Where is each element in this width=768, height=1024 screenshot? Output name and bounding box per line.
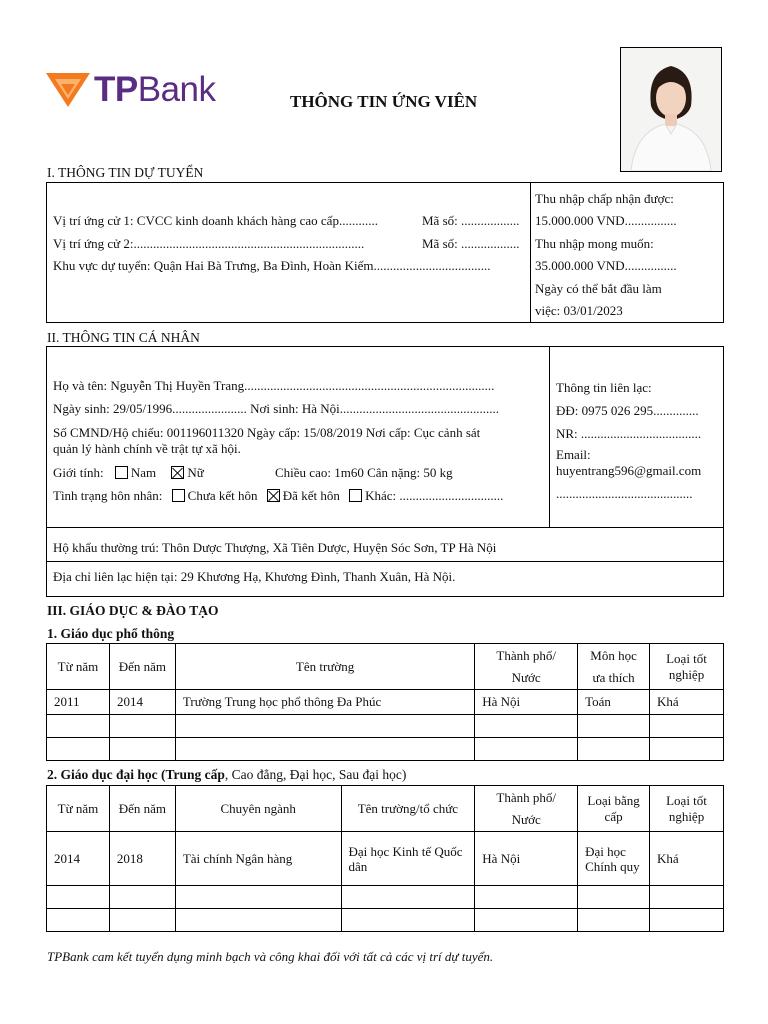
cell: 2014 — [109, 690, 175, 715]
start-date-label: Ngày có thể bắt đầu làm — [535, 281, 662, 296]
table-header-row — [47, 644, 724, 690]
cell — [341, 909, 475, 932]
height-weight: Chiều cao: 1m60 Cân nặng: 50 kg — [275, 465, 453, 480]
position-1: Vị trí ứng cử 1: CVCC kinh doanh khách hàng cao cấp............ — [53, 213, 378, 228]
code-1: Mã số: .................. — [422, 213, 520, 228]
income-want-label: Thu nhập mong muốn: — [535, 236, 654, 251]
cell — [475, 715, 578, 738]
gender-label: Giới tính: — [53, 465, 104, 480]
marital-row — [53, 488, 503, 504]
income-accept: 15.000.000 VND................ — [535, 213, 677, 228]
cell — [475, 886, 578, 909]
col-header: Loại tốt nghiệp — [650, 644, 724, 690]
col-header: Thành phố/ Nước — [475, 786, 578, 832]
cell — [47, 909, 110, 932]
logo-text: TPBank — [94, 70, 216, 109]
single-checkbox[interactable] — [172, 489, 185, 502]
col-header: Đến năm — [109, 786, 175, 832]
cell — [47, 738, 110, 761]
table-row — [47, 715, 724, 738]
cell — [475, 738, 578, 761]
col-header: Từ năm — [47, 786, 110, 832]
section3-heading: III. GIÁO DỤC & ĐÀO TẠO — [47, 603, 219, 618]
full-name: Họ và tên: Nguyễn Thị Huyền Trang............................................................................. — [53, 378, 495, 393]
footer-note: TPBank cam kết tuyển dụng minh bạch và công khai đối với tất cả các vị trí dự tuyển. — [47, 949, 494, 964]
col-header: Đến năm — [109, 644, 175, 690]
cell: Toán — [578, 690, 650, 715]
col-header: Loại bằng cấp — [578, 786, 650, 832]
table-row — [47, 738, 724, 761]
female-checkbox[interactable] — [171, 466, 184, 479]
cell: Đại học Chính quy — [578, 832, 650, 886]
section2-heading: II. THÔNG TIN CÁ NHÂN — [47, 330, 200, 345]
page-title: THÔNG TIN ỨNG VIÊN — [290, 92, 478, 111]
nr-phone: NR: ..................................... — [556, 426, 702, 441]
cell: Hà Nội — [475, 690, 578, 715]
married-label: Đã kết hôn — [282, 488, 340, 503]
col-header: Loại tốt nghiệp — [650, 786, 724, 832]
tpbank-logo — [46, 70, 216, 110]
cell — [109, 909, 175, 932]
birth-info: Ngày sinh: 29/05/1996....................... Nơi sinh: Hà Nội................................................. — [53, 401, 499, 416]
position-2: Vị trí ứng cử 2:....................................................................... — [53, 236, 365, 251]
email-dots: .......................................... — [556, 486, 693, 501]
contact-address: Địa chỉ liên lạc hiện tại: 29 Khương Hạ, Khương Đình, Thanh Xuân, Hà Nội. — [53, 569, 456, 584]
higher-education-heading: 2. Giáo dục đại học (Trung cấp, Cao đẳng, Đại học, Sau đại học) — [47, 767, 407, 782]
cell — [175, 886, 341, 909]
work-area: Khu vực dự tuyển: Quận Hai Bà Trưng, Ba Đình, Hoàn Kiếm.................................... — [53, 258, 491, 273]
cell: Hà Nội — [475, 832, 578, 886]
col-header: Thành phố/ Nước — [475, 644, 578, 690]
cell — [578, 738, 650, 761]
table-row — [47, 690, 724, 715]
table-row — [47, 886, 724, 909]
cell — [109, 738, 175, 761]
section1-heading: I. THÔNG TIN DỰ TUYỂN — [47, 165, 204, 180]
contact-label: Thông tin liên lạc: — [556, 380, 652, 395]
income-want: 35.000.000 VND................ — [535, 258, 677, 273]
candidate-photo — [620, 47, 722, 172]
id-info-1: Số CMND/Hộ chiếu: 001196011320 Ngày cấp: 15/08/2019 Nơi cấp: Cục cảnh sát — [53, 425, 481, 440]
cell: 2018 — [109, 832, 175, 886]
marital-label: Tình trạng hôn nhân: — [53, 488, 163, 503]
income-accept-label: Thu nhập chấp nhận được: — [535, 191, 674, 206]
cell: Trường Trung học phổ thông Đa Phúc — [175, 690, 474, 715]
other-label: Khác: ................................ — [365, 488, 504, 503]
gender-row — [53, 465, 204, 481]
male-label: Nam — [130, 465, 157, 480]
cell — [578, 715, 650, 738]
table-row — [47, 832, 724, 886]
cell: Khá — [650, 832, 724, 886]
col-header: Từ năm — [47, 644, 110, 690]
email: huyentrang596@gmail.com — [556, 463, 702, 478]
tpbank-mark-icon — [46, 71, 90, 109]
cell — [47, 886, 110, 909]
cell — [47, 715, 110, 738]
cell — [109, 886, 175, 909]
married-checkbox[interactable] — [267, 489, 280, 502]
single-label: Chưa kết hôn — [187, 488, 258, 503]
cell — [578, 909, 650, 932]
col-header: Chuyên ngành — [175, 786, 341, 832]
cell — [650, 738, 724, 761]
code-2: Mã số: .................. — [422, 236, 520, 251]
cell — [475, 909, 578, 932]
cell — [175, 715, 474, 738]
household-address: Hộ khẩu thường trú: Thôn Dược Thượng, Xã Tiên Dược, Huyện Sóc Sơn, TP Hà Nội — [53, 540, 497, 555]
cell: 2014 — [47, 832, 110, 886]
col-header: Môn học ưa thích — [578, 644, 650, 690]
email-label: Email: — [556, 447, 591, 462]
id-info-2: quản lý hành chính về trật tự xã hội. — [53, 441, 241, 456]
female-label: Nữ — [187, 465, 204, 480]
cell — [175, 909, 341, 932]
table-header-row — [47, 786, 724, 832]
male-checkbox[interactable] — [115, 466, 128, 479]
other-checkbox[interactable] — [349, 489, 362, 502]
cell — [175, 738, 474, 761]
cell: Đại học Kinh tế Quốc dân — [341, 832, 475, 886]
col-header: Tên trường/tổ chức — [341, 786, 475, 832]
phone: ĐĐ: 0975 026 295.............. — [556, 403, 699, 418]
table-row — [47, 909, 724, 932]
cell: 2011 — [47, 690, 110, 715]
cell — [341, 886, 475, 909]
cell — [650, 886, 724, 909]
cell: Tài chính Ngân hàng — [175, 832, 341, 886]
col-header: Tên trường — [175, 644, 474, 690]
cell — [650, 715, 724, 738]
cell: Khá — [650, 690, 724, 715]
higher-education-table — [46, 785, 724, 932]
start-date: việc: 03/01/2023 — [535, 303, 623, 318]
general-education-heading: 1. Giáo dục phổ thông — [47, 626, 175, 641]
cell — [650, 909, 724, 932]
general-education-table — [46, 643, 724, 761]
cell — [109, 715, 175, 738]
cell — [578, 886, 650, 909]
